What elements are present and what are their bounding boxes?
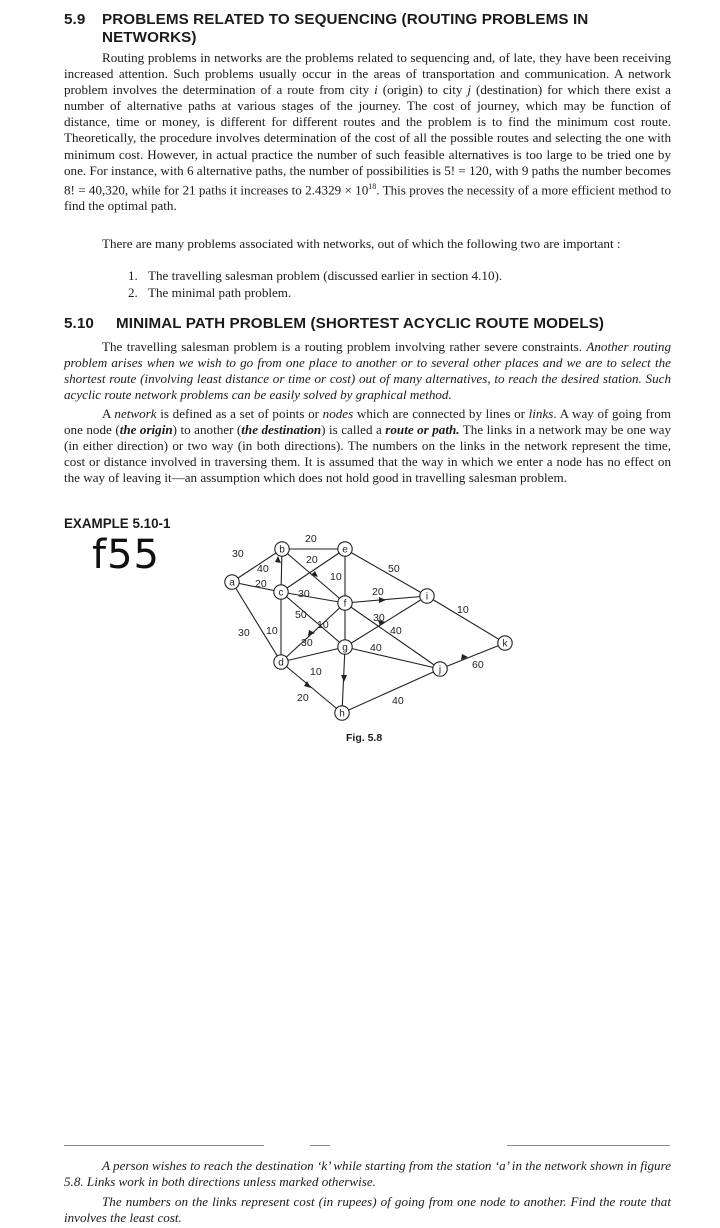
link-cost-c-d: 10	[266, 625, 278, 637]
link-cost-f-i: 20	[372, 586, 384, 598]
para-text: ) to another (	[172, 422, 242, 438]
list-text: The minimal path problem.	[148, 284, 292, 300]
para-text: A	[102, 406, 115, 421]
node-label-c: c	[278, 587, 284, 599]
list-item	[128, 285, 502, 302]
link-cost-c-g: 50	[295, 609, 307, 621]
link-cost-f-j: 40	[390, 625, 402, 637]
link-cost-i-k: 10	[457, 604, 469, 616]
list-text: The travelling salesman problem (discussed earlier in section 4.10).	[148, 268, 503, 283]
section-number: 5.10	[64, 315, 94, 332]
node-label-h: h	[339, 708, 345, 720]
divider	[310, 1145, 330, 1146]
link-cost-c-e: 10	[330, 571, 342, 583]
link-cost-g-h: 10	[310, 666, 322, 678]
network-figure	[218, 532, 518, 728]
link-cost-b-e: 20	[305, 533, 317, 545]
link-cost-j-k: 60	[472, 659, 484, 671]
section-5-10-paragraph-1	[64, 339, 671, 403]
link-h-j	[342, 669, 440, 713]
para-text: The links in a network may be one way (in either direction) or two way (in both directions). The numbers on the links in the network represent the time, cost or distance involved in traversing them. It is assumed that the way in which we enter a node has no effect on the way of leaving it—an assumption which does not hold good in travelling salesman problem.	[64, 422, 671, 486]
para-var-j: j	[467, 82, 472, 98]
para-italic-text: Another routing problem arises when we wish to go from one place to another or to several other places and we are to select the shortest route (involving least distance or time or cost) out of many alternatives, to reach the desired station. Such acyclic route network problems can be easily solved by graphical method.	[64, 339, 671, 403]
para-text: Routing problems in networks are the problems related to sequencing and, of late, they have been receiving increased attention. Such problems usually occur in the areas of transportation and communication. A network problem involves the determination of a route from city	[64, 50, 671, 98]
term-destination: the destination	[241, 422, 322, 438]
list-number: 1.	[128, 268, 138, 283]
list-item	[128, 268, 502, 285]
para-superscript: 18	[368, 181, 377, 191]
section-5-9-heading	[64, 11, 684, 47]
link-e-i	[345, 549, 427, 596]
link-cost-d-h: 20	[297, 692, 309, 704]
node-label-e: e	[342, 544, 348, 556]
figure-caption: Fig. 5.8	[346, 732, 383, 744]
para-text: (origin) to city	[377, 82, 468, 98]
node-label-g: g	[342, 642, 348, 654]
section-title: MINIMAL PATH PROBLEM (SHORTEST ACYCLIC ROUTE MODELS)	[116, 315, 605, 332]
link-cost-a-d: 30	[238, 627, 250, 639]
handwritten-annotation: f55	[92, 532, 160, 578]
para-text: . This proves the necessity of a more efficient method to find the optimal path.	[64, 182, 671, 214]
section-5-10-paragraph-2	[64, 406, 671, 486]
link-cost-a-c: 20	[255, 578, 267, 590]
link-cost-c-f: 30	[298, 588, 310, 600]
link-cost-b-c: 40	[257, 563, 269, 575]
section-5-9-paragraph-1	[64, 50, 671, 214]
link-g-i	[345, 596, 427, 647]
node-label-i: i	[425, 591, 429, 603]
divider	[507, 1145, 670, 1146]
arrow-icon	[311, 571, 318, 577]
link-cost-d-g: 30	[301, 637, 313, 649]
link-cost-d-f: 10	[317, 619, 329, 631]
link-cost-e-i: 50	[388, 563, 400, 575]
link-g-j	[345, 647, 440, 669]
link-cost-labels	[232, 533, 484, 707]
example-problem-statement: A person wishes to reach the destination ‘k’ while starting from the station ‘a’ in the network shown in figure 5.8. Links work in both directions unless marked otherwise.	[64, 1158, 671, 1190]
term-route: route or path.	[385, 422, 460, 438]
para-text: which are connected by lines or	[353, 406, 529, 421]
node-label-f: f	[343, 598, 347, 610]
section-5-10-heading	[64, 315, 684, 333]
link-cost-g-i: 30	[373, 612, 385, 624]
para-text: is defined as a set of points or	[156, 406, 323, 421]
link-f-i	[345, 596, 427, 603]
link-cost-h-j: 40	[392, 695, 404, 707]
link-c-f	[281, 592, 345, 603]
para-var-i: i	[374, 82, 378, 98]
arrow-icon	[341, 675, 347, 682]
node-label-j: j	[438, 664, 442, 676]
arrow-icon	[275, 556, 281, 563]
para-text: ) is called a	[321, 422, 386, 438]
link-c-g	[281, 592, 345, 647]
term-origin: the origin	[119, 422, 173, 438]
para-text: (destination) for which there exist a number of alternative paths at various stages of the journey. The cost of journey, which may be function of distance, time or money, is different for different routes and the problem is to find the minimum cost route. Theoretically, the procedure involves determination of the cost of all the possible routes and selecting the one with minimum cost. However, in actual practice the number of such feasible alternatives is too large to be tried one by one. For instance, with 6 alternative paths, the number of possibilities is 5! = 120, with 9 paths the number becomes 8! = 40,320, while for 21 paths it increases to 2.4329 × 10	[64, 82, 671, 198]
section-number: 5.9	[64, 11, 86, 28]
link-cost-g-j: 40	[370, 642, 382, 654]
example-problem-instruction: The numbers on the links represent cost (in rupees) of going from one node to another. Find the route that involves the least cost.	[64, 1194, 671, 1226]
link-cost-a-b: 30	[232, 548, 244, 560]
problem-list	[128, 268, 502, 301]
node-label-a: a	[229, 577, 235, 589]
link-d-g	[281, 647, 345, 662]
term-network: network	[114, 406, 157, 421]
example-label: EXAMPLE 5.10-1	[64, 516, 171, 531]
term-links: links	[528, 406, 554, 421]
divider	[64, 1145, 264, 1146]
link-cost-b-f: 20	[306, 554, 318, 566]
para-text: . A way of going from one node (	[64, 406, 671, 438]
node-label-d: d	[278, 657, 284, 669]
node-label-b: b	[279, 544, 285, 556]
para-text: The travelling salesman problem is a routing problem involving rather severe constraints.	[102, 339, 587, 354]
list-number: 2.	[128, 284, 138, 300]
node-label-k: k	[502, 638, 508, 650]
term-nodes: nodes	[322, 406, 354, 421]
section-title-line1: PROBLEMS RELATED TO SEQUENCING (ROUTING PROBLEMS IN	[102, 11, 589, 28]
section-title-line2: NETWORKS)	[102, 29, 197, 46]
section-5-9-paragraph-2: There are many problems associated with networks, out of which the following two are important :	[102, 236, 621, 251]
